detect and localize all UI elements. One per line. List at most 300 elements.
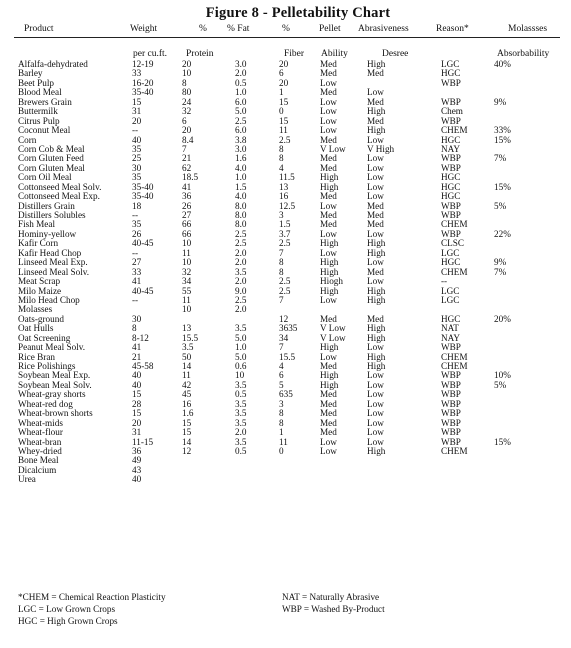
cell-reason: WBP [441,210,461,220]
cell-product: Cottonseed Meal Exp. [18,191,100,202]
cell-abrasive: High [367,106,386,117]
cell-fiber: 635 [279,389,293,400]
cell-weight: 33 [132,68,142,79]
cell-abrasive: High [367,323,386,334]
cell-weight: -- [132,125,139,136]
cell-product: Wheat-mids [18,417,63,428]
header-fiber-pct: % [282,24,290,34]
cell-abrasive: Med [367,266,384,277]
table-row [0,79,571,88]
cell-fiber: 1.5 [279,219,291,230]
cell-weight: 15 [132,408,142,419]
cell-fat: 8.0 [235,200,247,211]
cell-protein: 13 [182,323,192,334]
table-row [0,409,571,418]
cell-pellet: Low [320,77,337,88]
cell-pellet: Low [320,200,337,211]
cell-fiber: 2.5 [279,285,291,296]
cell-product: Kafir Corn [18,238,59,249]
cell-pellet: Med [320,219,337,230]
cell-reason: WBP [441,389,461,400]
cell-pellet: Med [320,427,337,438]
cell-abrasive: Med [367,210,384,220]
cell-fiber: 20 [279,59,289,69]
cell-product: Corn Oil Meal [18,172,72,183]
chart-title: Figure 8 - Pelletability Chart [205,5,391,21]
cell-weight: 40-45 [132,238,154,249]
cell-fat: 3.0 [235,59,247,69]
cell-abrasive: Low [367,172,384,183]
cell-fiber: 6 [279,370,284,381]
cell-protein: 42 [182,379,192,390]
table-row [0,334,571,343]
cell-fat: 0.5 [235,445,247,456]
cell-reason: WBP [441,370,461,381]
cell-reason: LGC [441,247,460,258]
cell-reason: -- [441,276,448,287]
cell-weight: 35 [132,172,142,183]
cell-fiber: 11.5 [279,172,295,183]
cell-weight: 15 [132,96,142,107]
cell-abrasive: Med [367,313,384,324]
cell-weight: 20 [132,417,142,428]
cell-fiber: 11 [279,125,288,136]
cell-fat: 3.8 [235,134,247,145]
cell-product: Soybean Meal Exp. [18,370,91,381]
cell-reason: WBP [441,77,461,88]
cell-weight: 35 [132,219,142,230]
header-protein-pct: % [199,24,207,34]
cell-abrasive: Low [367,417,384,428]
cell-reason: WBP [441,228,461,239]
header-absorbability: Absorbability [497,49,550,59]
cell-pellet: Med [320,210,337,220]
cell-fiber: 15.5 [279,351,296,362]
cell-abrasive: High [367,351,386,362]
cell-weight: 49 [132,455,142,466]
table-row [0,239,571,248]
cell-weight: 31 [132,106,142,117]
cell-product: Corn Cob & Meal [18,143,85,154]
cell-fiber: 8 [279,408,284,419]
cell-reason: WBP [441,153,461,164]
cell-molasses: 5% [494,200,507,211]
cell-fat: 1.5 [235,181,247,192]
cell-fat: 10 [235,370,245,381]
cell-reason: LGC [441,59,460,69]
cell-protein: 10 [182,68,192,79]
cell-product: Linseed Meal Solv. [18,266,90,277]
cell-reason: HGC [441,134,461,145]
cell-reason: CLSC [441,238,464,249]
cell-fiber: 3 [279,210,284,220]
cell-fiber: 12.5 [279,200,296,211]
cell-reason: CHEM [441,361,468,371]
cell-weight: 15 [132,389,142,400]
cell-product: Corn [18,134,37,145]
cell-molasses: 7% [494,266,507,277]
cell-molasses: 10% [494,370,511,381]
cell-product: Oats-ground [18,313,64,324]
cell-fiber: 0 [279,106,284,117]
cell-fiber: 20 [279,77,289,88]
cell-fat: 3.5 [235,379,247,390]
cell-protein: 11 [182,247,191,258]
cell-product: Corn Gluten Feed [18,153,84,164]
cell-abrasive: High [367,247,386,258]
cell-abrasive: Med [367,115,384,126]
cell-fat: 3.0 [235,143,247,154]
header-weight-unit: per cu.ft. [133,49,168,59]
cell-pellet: Low [320,294,337,305]
cell-abrasive: Low [367,436,384,447]
cell-protein: 34 [182,276,192,287]
cell-fiber: 8 [279,266,284,277]
cell-product: Rice Bran [18,351,55,362]
cell-abrasive: Low [367,134,384,145]
cell-product: Wheat-bran [18,436,62,447]
cell-fat: 3.5 [235,436,247,447]
cell-reason: HGC [441,313,461,324]
cell-fat: 2.0 [235,247,247,258]
cell-product: Barley [18,68,43,79]
cell-abrasive: Low [367,276,384,287]
cell-reason: LGC [441,294,460,305]
cell-molasses: 5% [494,379,507,390]
cell-reason: WBP [441,96,461,107]
cell-reason: CHEM [441,219,468,230]
cell-pellet: High [320,370,339,381]
cell-protein: 20 [182,59,192,69]
cell-reason: CHEM [441,125,468,136]
cell-pellet: Low [320,228,337,239]
cell-pellet: V Low [320,143,346,154]
cell-molasses: 15% [494,436,511,447]
footnote-nat: NAT = Naturally Abrasive [282,592,380,602]
table-row [0,145,571,154]
cell-fat: 1.6 [235,153,247,164]
cell-pellet: Med [320,408,337,419]
cell-product: Bone Meal [18,455,59,466]
cell-protein: 8 [182,77,187,88]
header-ability: Ability [321,49,348,59]
header-weight: Weight [130,24,158,34]
cell-fiber: 3.7 [279,228,291,239]
cell-abrasive: Low [367,398,384,409]
cell-product: Milo Head Chop [18,294,80,305]
cell-product: Fish Meal [18,219,56,230]
header-protein: Protein [186,49,214,59]
cell-pellet: Med [320,417,337,428]
header-fat: % Fat [227,24,250,34]
table-row [0,447,571,456]
table-row [0,419,571,428]
cell-weight: 41 [132,342,142,353]
cell-fiber: 8 [279,257,284,268]
cell-product: Linseed Meal Exp. [18,257,88,268]
cell-fiber: 34 [279,332,289,343]
cell-abrasive: Med [367,96,384,107]
cell-pellet: High [320,238,339,249]
cell-fat: 0.5 [235,77,247,88]
cell-weight: 40-45 [132,285,154,296]
cell-pellet: Low [320,445,337,456]
cell-weight: 27 [132,257,142,268]
cell-protein: 10 [182,257,192,268]
cell-fat: 2.0 [235,427,247,438]
cell-pellet: Low [320,247,337,258]
cell-molasses: 22% [494,228,511,239]
cell-reason: WBP [441,427,461,438]
cell-protein: 1.6 [182,408,194,419]
cell-protein: 80 [182,87,192,98]
cell-reason: CHEM [441,351,468,362]
cell-fat: 0.5 [235,389,247,400]
cell-fiber: 1 [279,87,284,98]
cell-abrasive: Low [367,427,384,438]
cell-abrasive: Low [367,153,384,164]
cell-protein: 15.5 [182,332,199,343]
cell-product: Corn Gluten Meal [18,162,85,173]
cell-protein: 45 [182,389,192,400]
cell-reason: HGC [441,191,461,202]
cell-fat: 5.0 [235,332,247,343]
cell-reason: WBP [441,398,461,409]
cell-fiber: 8 [279,417,284,428]
cell-fiber: 5 [279,379,284,390]
cell-fiber: 2.5 [279,134,291,145]
cell-reason: NAY [441,332,461,343]
cell-fiber: 4 [279,162,284,173]
cell-molasses: 9% [494,96,507,107]
header-product: Product [24,24,54,34]
cell-fat: 4.0 [235,162,247,173]
cell-protein: 6 [182,115,187,126]
cell-reason: NAY [441,143,461,154]
cell-fat: 4.0 [235,191,247,202]
cell-reason: WBP [441,417,461,428]
cell-fiber: 16 [279,191,289,202]
cell-weight: 35-40 [132,87,154,98]
cell-protein: 50 [182,351,192,362]
cell-weight: 33 [132,266,142,277]
cell-fat: 3.5 [235,266,247,277]
cell-pellet: High [320,342,339,353]
cell-weight: 25 [132,153,142,164]
cell-pellet: Low [320,351,337,362]
cell-protein: 8.4 [182,134,194,145]
cell-fat: 1.0 [235,172,247,183]
cell-protein: 11 [182,370,191,381]
cell-weight: 8 [132,323,137,334]
cell-product: Oat Hulls [18,323,54,334]
cell-fat: 5.0 [235,106,247,117]
cell-reason: WBP [441,115,461,126]
cell-fat: 3.5 [235,408,247,419]
cell-product: Kafir Head Chop [18,247,82,258]
cell-product: Oat Screening [18,332,71,343]
cell-molasses: 33% [494,125,511,136]
cell-reason: HGC [441,172,461,183]
cell-reason: CHEM [441,266,468,277]
table-row [0,475,571,484]
cell-fat: 9.0 [235,285,247,296]
cell-reason: WBP [441,408,461,419]
cell-reason: HGC [441,68,461,79]
cell-fat: 2.5 [235,294,247,305]
cell-protein: 14 [182,361,192,371]
table-row [0,136,571,145]
header-rule [14,37,560,38]
cell-fat: 3.5 [235,417,247,428]
cell-fiber: 4 [279,361,284,371]
cell-fat: 2.0 [235,257,247,268]
cell-protein: 66 [182,219,192,230]
cell-pellet: High [320,257,339,268]
cell-fat: 2.0 [235,68,247,79]
cell-protein: 26 [182,200,192,211]
cell-protein: 32 [182,266,192,277]
cell-pellet: Med [320,59,337,69]
cell-pellet: Med [320,134,337,145]
cell-protein: 32 [182,106,192,117]
table-row [0,98,571,107]
cell-weight: -- [132,210,139,220]
table-row [0,60,571,69]
cell-weight: 40 [132,474,142,485]
footnote-hgc: HGC = High Grown Crops [18,616,118,626]
cell-pellet: Med [320,398,337,409]
cell-pellet: Med [320,361,337,371]
cell-protein: 14 [182,436,192,447]
cell-product: Wheat-brown shorts [18,408,93,419]
cell-fiber: 12 [279,313,289,324]
cell-reason: WBP [441,162,461,173]
cell-pellet: Med [320,313,337,324]
cell-fat: 1.0 [235,342,247,353]
table-row [0,466,571,475]
cell-weight: 43 [132,464,142,475]
cell-protein: 10 [182,238,192,249]
header-reason: Reason* [436,24,469,34]
cell-weight: 12-19 [132,59,154,69]
header-pellet: Pellet [319,24,341,34]
cell-reason: HGC [441,257,461,268]
cell-fiber: 7 [279,342,284,353]
cell-protein: 15 [182,427,192,438]
cell-fiber: 3635 [279,323,298,334]
cell-product: Rice Polishings [18,361,76,371]
cell-fiber: 7 [279,247,284,258]
cell-weight: 20 [132,115,142,126]
cell-product: Alfalfa-dehydrated [18,59,88,69]
header-degree: Desree [382,49,409,59]
cell-weight: 31 [132,427,142,438]
cell-product: Wheat-flour [18,427,63,438]
cell-abrasive: High [367,125,386,136]
cell-reason: WBP [441,200,461,211]
cell-weight: 30 [132,162,142,173]
cell-weight: 35-40 [132,191,154,202]
cell-product: Distillers Solubles [18,210,86,220]
cell-protein: 11 [182,294,191,305]
cell-fat: 2.5 [235,115,247,126]
cell-pellet: Med [320,68,337,79]
cell-pellet: Med [320,389,337,400]
cell-fiber: 6 [279,68,284,79]
cell-reason: NAT [441,323,459,334]
cell-reason: WBP [441,436,461,447]
cell-fiber: 8 [279,143,284,154]
cell-abrasive: High [367,294,386,305]
cell-abrasive: Low [367,181,384,192]
cell-protein: 7 [182,143,187,154]
cell-reason: Chem [441,106,463,117]
cell-abrasive: Low [367,257,384,268]
cell-weight: -- [132,247,139,258]
cell-abrasive: High [367,332,386,343]
table-row [0,456,571,465]
cell-weight: 40 [132,134,142,145]
table-row [0,353,571,362]
cell-pellet: High [320,266,339,277]
cell-protein: 41 [182,181,192,192]
footnote-chem: *CHEM = Chemical Reaction Plasticity [18,592,166,602]
cell-protein: 27 [182,210,192,220]
header-molasses: Molassses [508,24,548,34]
cell-product: Peanut Meal Solv. [18,342,86,353]
cell-weight: 36 [132,445,142,456]
cell-reason: WBP [441,342,461,353]
cell-abrasive: Low [367,408,384,419]
cell-abrasive: High [367,361,386,371]
cell-pellet: Low [320,96,337,107]
cell-fiber: 0 [279,445,284,456]
cell-weight: 41 [132,276,142,287]
cell-weight: 40 [132,379,142,390]
footnote-wbp: WBP = Washed By-Product [282,604,385,614]
cell-product: Molasses [18,304,53,315]
cell-product: Urea [18,474,36,485]
cell-abrasive: V High [367,143,395,154]
cell-weight: 18 [132,200,142,211]
cell-abrasive: Low [367,228,384,239]
cell-molasses: 20% [494,313,511,324]
table-row [0,154,571,163]
cell-protein: 55 [182,285,192,296]
cell-pellet: Low [320,125,337,136]
cell-abrasive: Low [367,191,384,202]
cell-weight: 45-58 [132,361,154,371]
cell-weight: 11-15 [132,436,154,447]
cell-pellet: High [320,379,339,390]
cell-molasses: 15% [494,181,511,192]
cell-weight: 35 [132,143,142,154]
cell-product: Meat Scrap [18,276,61,287]
table-row [0,287,571,296]
cell-product: Whey-dried [18,445,62,456]
cell-product: Citrus Pulp [18,115,60,126]
cell-abrasive: Low [367,389,384,400]
cell-abrasive: High [367,238,386,249]
table-row [0,438,571,447]
table-row [0,296,571,305]
cell-product: Wheat-red dog [18,398,73,409]
cell-reason: WBP [441,379,461,390]
cell-pellet: V Low [320,332,346,343]
cell-weight: 21 [132,351,142,362]
cell-weight: -- [132,294,139,305]
